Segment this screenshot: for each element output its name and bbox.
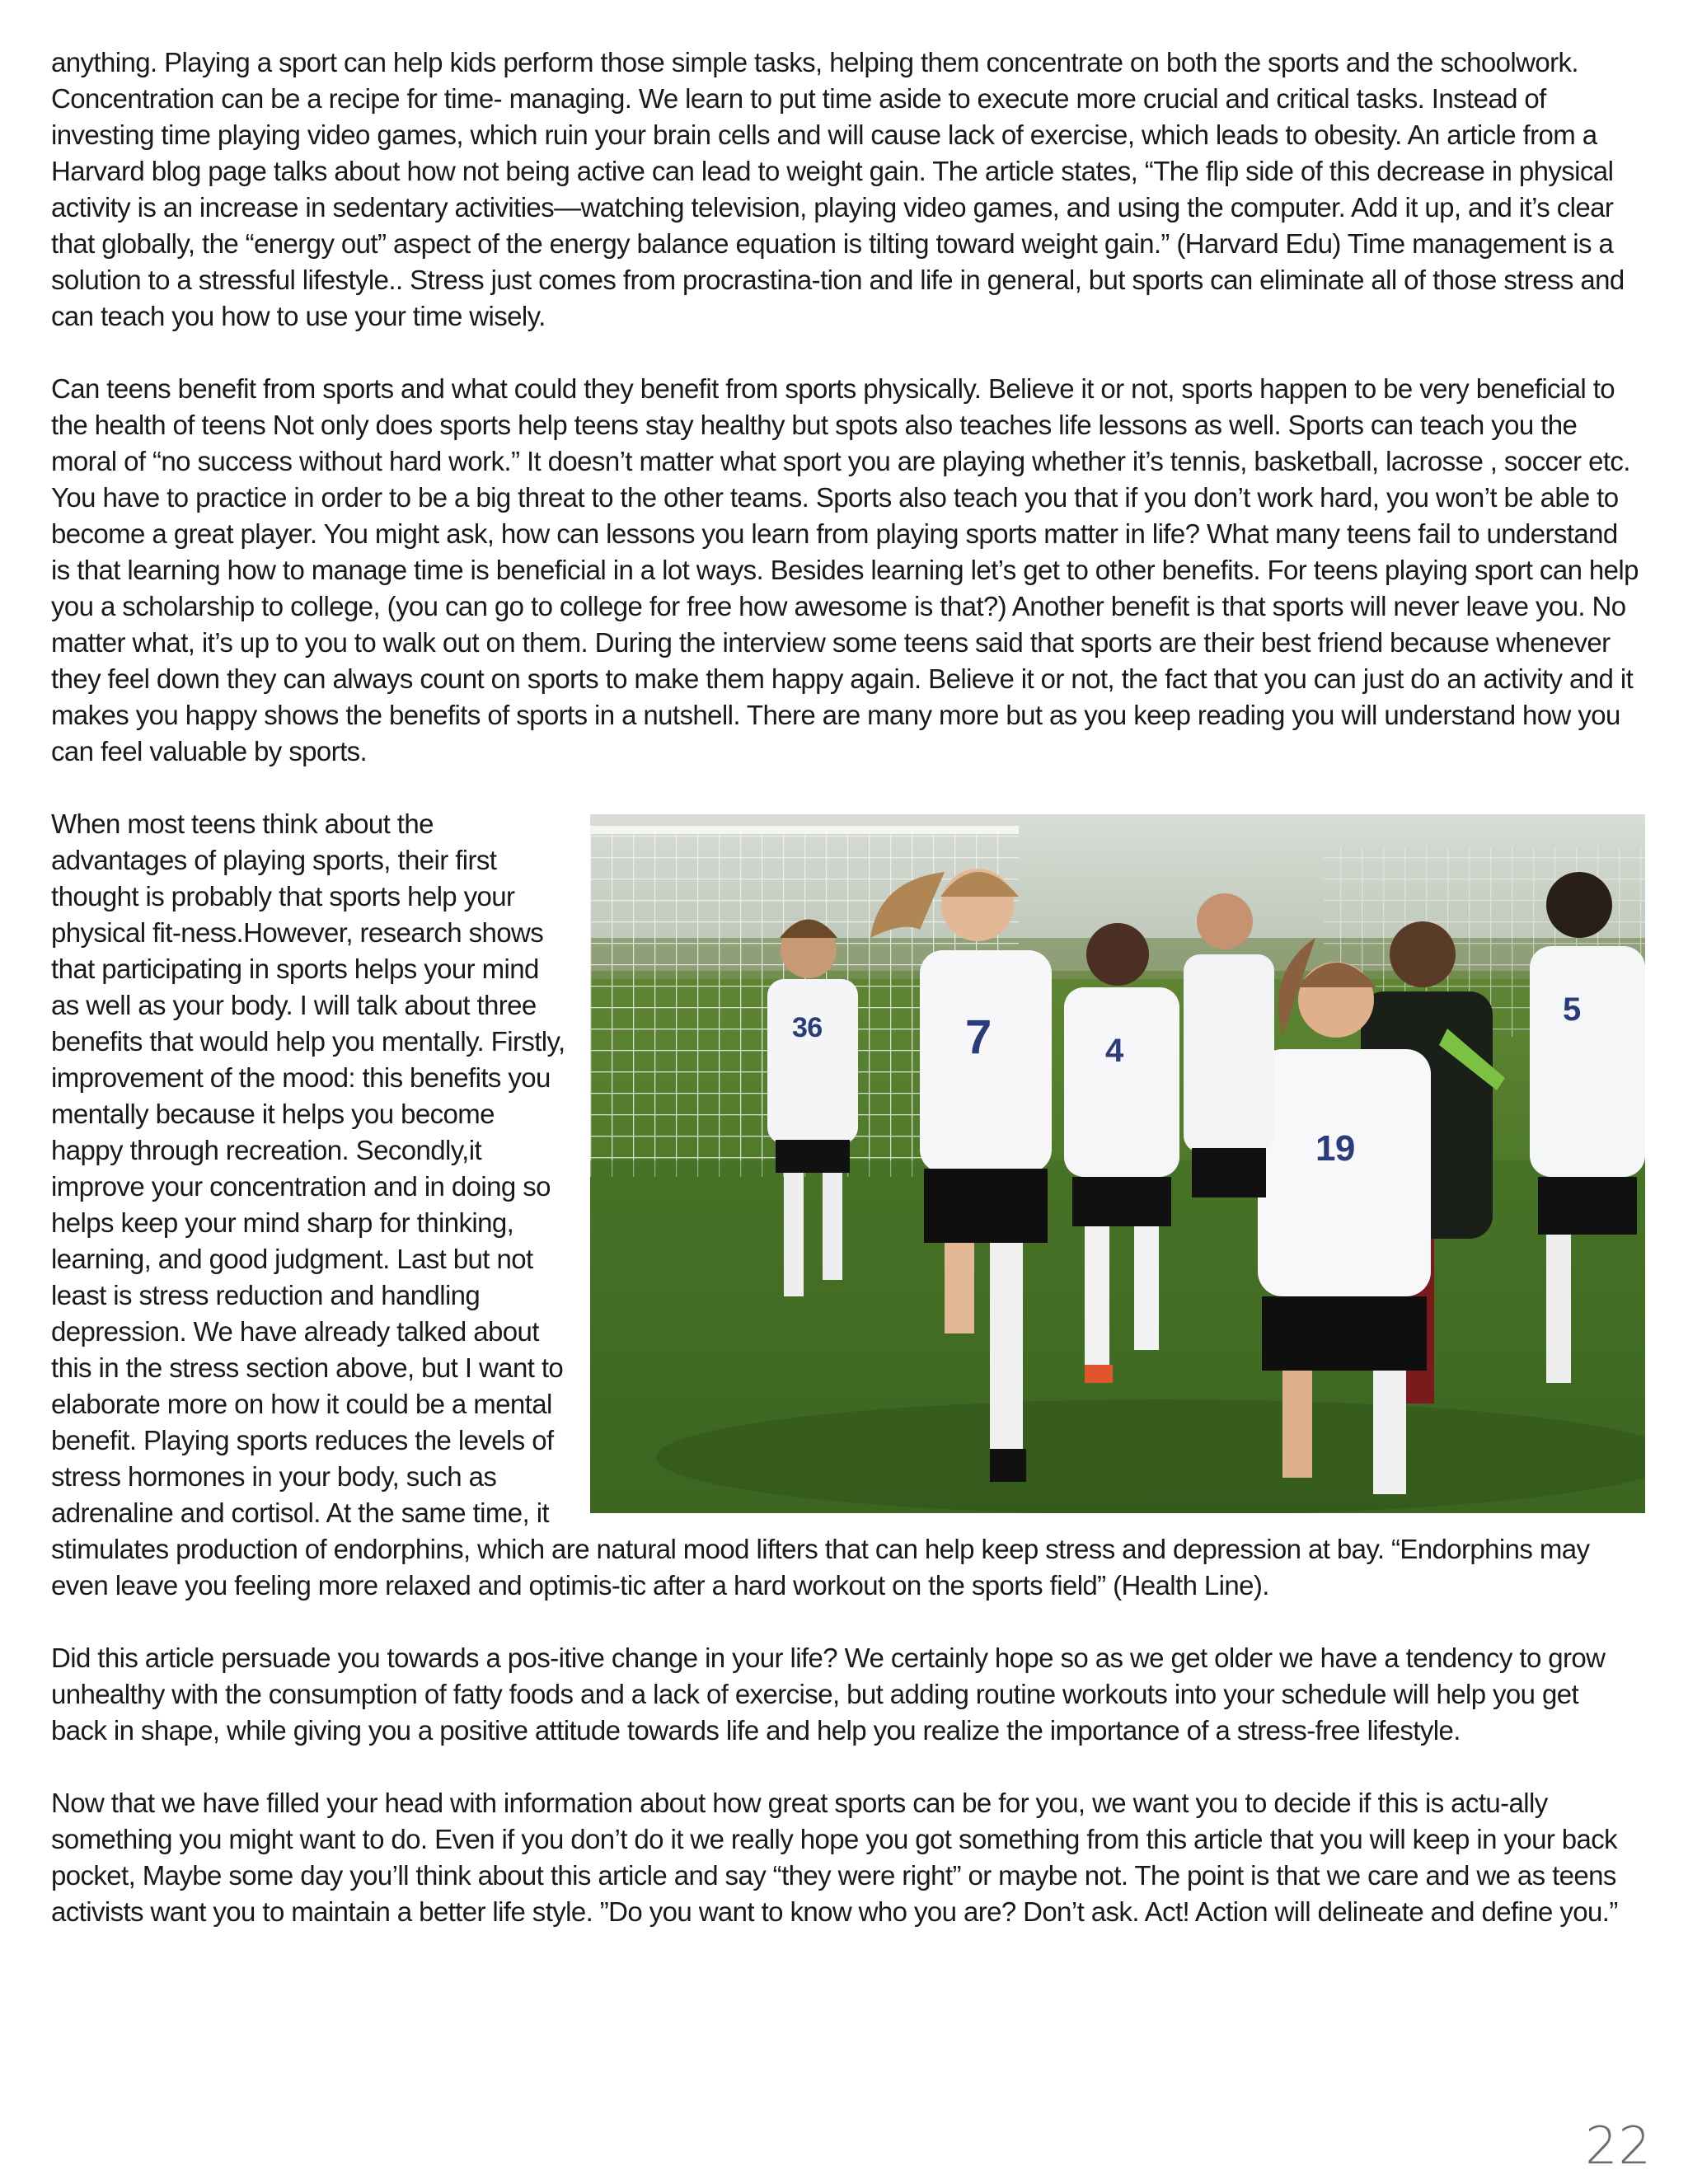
jersey-number: 5	[1563, 991, 1581, 1028]
jersey-number: 36	[792, 1012, 823, 1043]
jersey-number: 7	[965, 1010, 992, 1064]
jersey-number: 4	[1105, 1033, 1123, 1069]
paragraph-mental-benefits	[51, 806, 1640, 1604]
paragraph-time-management: anything. Playing a sport can help kids perform those simple tasks, helping them concentrate on both the sports and the schoolwork. Concentration can be a recipe for time- managing. We learn to put time aside to execute more crucial and critical tasks. Instead of investing time playing video games, which ruin your brain cells and will cause lack of exercise, which leads to obesity. An article from a Harvard blog page talks about how not being active can lead to weight gain. The article states, “The flip side of this decrease in physical activity is an increase in sedentary activities—watching television, playing video games, and using the computer. Add it up, and it’s clear that globally, the “energy out” aspect of the energy balance equation is tilting toward weight gain.” (Harvard Edu) Time management is a solution to a stressful lifestyle.. Stress just comes from procrastina-tion and life in general, but sports can eliminate all of those stress and can teach you how to use your time wisely.	[51, 47, 1625, 331]
paragraph-mental-benefits-text: When most teens think about the advantages of playing sports, their first thought is probably that sports help your physical fit-ness.However, research shows that participating in sports helps your mind as well as your body. I will talk about three benefits that would help you mentally. Firstly, improvement of the mood: this benefits you mentally because it helps you become happy through recreation. Secondly,it improve your concentration and in doing so helps keep your mind sharp for thinking, learning, and good judgment. Last but not least is stress reduction and handling depression. We have already talked about this in the stress section above, but I want to elaborate more on how it could be a mental benefit. Playing sports reduces the levels of stress hormones in your body, such as adrenaline and cortisol. At the same time, it stimulates production of endorphins, which are natural mood lifters that can help keep stress and depression at bay. “Endorphins may even leave you feeling more relaxed and optimis-tic after a hard workout on the sports field” (Health Line).	[51, 808, 1590, 1601]
paragraph-conclusion: Now that we have filled your head with information about how great sports can be for you, we want you to decide if this is actu-ally something you might want to do. Even if you don’t do it we really hope you got something from this article that you will keep in your back pocket, Maybe some day you’ll think about this article and say “they were right” or maybe not. The point is that we care and we as teens activists want you to maintain a better life style. ”Do you want to know who you are? Don’t ask. Act! Action will delineate and define you.”	[51, 1788, 1618, 1927]
soccer-team-photo	[590, 814, 1645, 1513]
mental-benefits-section	[51, 806, 1640, 1749]
article-body	[51, 45, 1640, 1930]
paragraph-physical-benefits: Can teens benefit from sports and what could they benefit from sports physically. Believe it or not, sports happen to be very beneficial to the health of teens Not only does sports help teens stay healthy but spots also teaches life lessons as well. Sports can teach you the moral of “no success without hard work.” It doesn’t matter what sport you are playing whether it’s tennis, basketball, lacrosse , soccer etc. You have to practice in order to be a big threat to the other teams. Sports also teach you that if you don’t work hard, you won’t be able to become a great player. You might ask, how can lessons you learn from playing sports matter in life? What many teens fail to understand is that learning how to manage time is beneficial in a lot ways. Besides learning let’s get to other benefits. For teens playing sport can help you a scholarship to college, (you can go to college for free how awesome is that?) Another benefit is that sports will never leave you. No matter what, it’s up to you to walk out on them. During the interview some teens said that sports are their best friend because whenever they feel down they can always count on sports to make them happy again. Believe it or not, the fact that you can just do an activity and it makes you happy shows the benefits of sports in a nutshell. There are many more but as you keep reading you will understand how you can feel valuable by sports.	[51, 373, 1639, 766]
paragraph-persuasion: Did this article persuade you towards a pos-itive change in your life? We certainly hope so as we get older we have a tendency to grow unhealthy with the consumption of fatty foods and a lack of exercise, but adding routine workouts into your schedule will help you get back in shape, while giving you a positive attitude towards life and help you realize the importance of a stress-free lifestyle.	[51, 1643, 1606, 1746]
page-number: 22	[1585, 2116, 1652, 2176]
jersey-number: 19	[1315, 1128, 1355, 1169]
